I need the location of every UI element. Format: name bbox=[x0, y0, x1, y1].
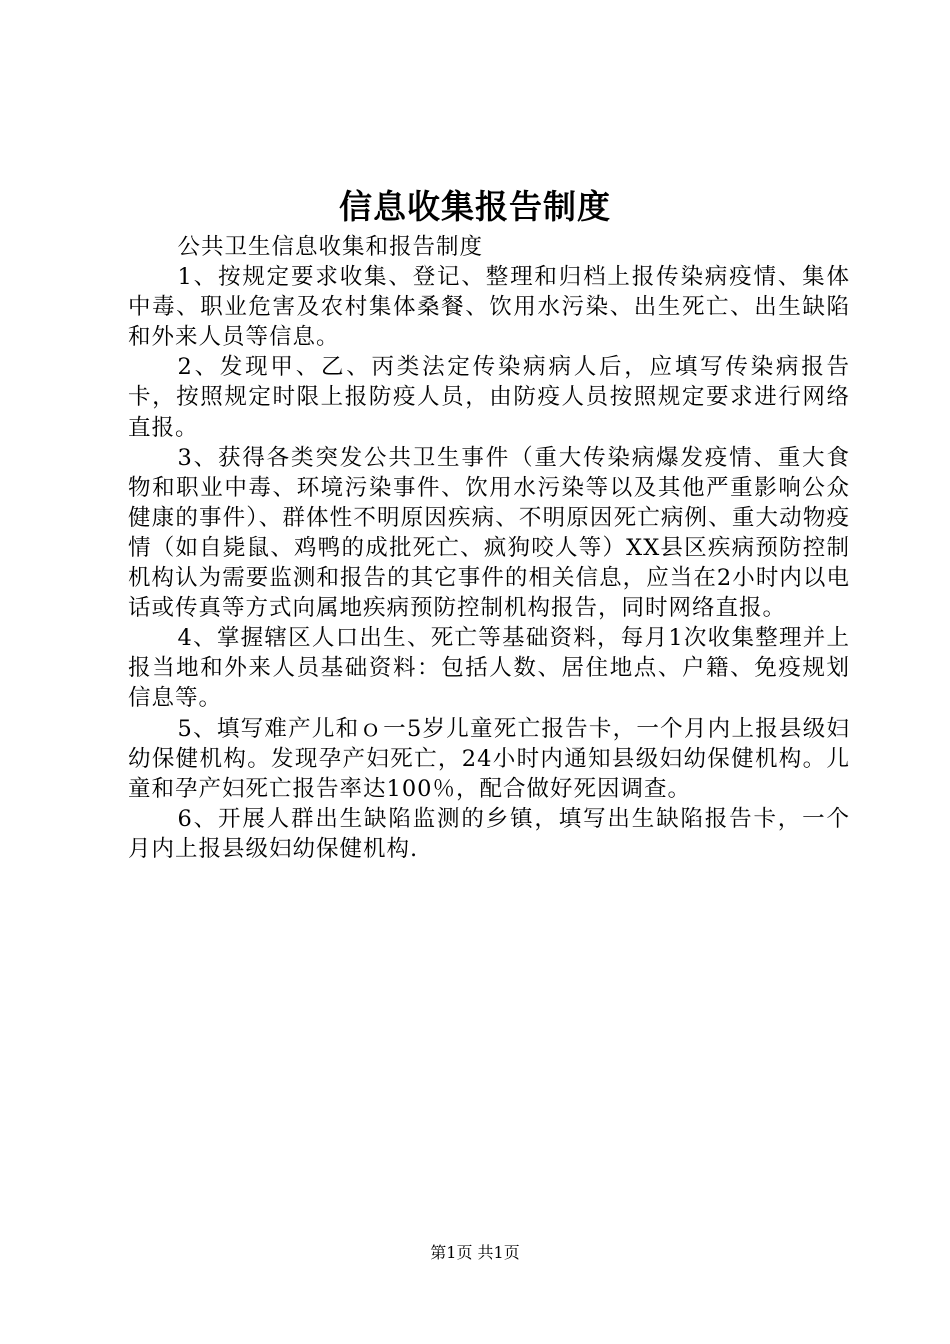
paragraph-3: 3、获得各类突发公共卫生事件（重大传染病爆发疫情、重大食物和职业中毒、环境污染事件、饮用水污染等以及其他严重影响公众健康的事件）、群体性不明原因疾病、不明原因死亡病例、重大动物疫情（如自毙鼠、鸡鸭的成批死亡、疯狗咬人等）XX县区疾病预防控制机构认为需要监测和报告的其它事件的相关信息，应当在2小时内以电话或传真等方式向属地疾病预防控制机构报告，同时网络直报。 bbox=[128, 444, 850, 622]
paragraph-1: 1、按规定要求收集、登记、整理和归档上报传染病疫情、集体中毒、职业危害及农村集体桑餐、饮用水污染、出生死亡、出生缺陷和外来人员等信息。 bbox=[128, 264, 850, 351]
paragraph-4: 4、掌握辖区人口出生、死亡等基础资料，每月1次收集整理并上报当地和外来人员基础资料：包括人数、居住地点、户籍、免疫规划信息等。 bbox=[128, 625, 850, 712]
page-title: 信息收集报告制度 bbox=[339, 187, 611, 226]
paragraph-2: 2、发现甲、乙、丙类法定传染病病人后，应填写传染病报告卡，按照规定时限上报防疫人员，由防疫人员按照规定要求进行网络直报。 bbox=[128, 354, 850, 441]
paragraph-6: 6、开展人群出生缺陷监测的乡镇，填写出生缺陷报告卡，一个月内上报县级妇幼保健机构. bbox=[128, 805, 850, 862]
subtitle-paragraph: 公共卫生信息收集和报告制度 bbox=[177, 234, 484, 260]
paragraph-5: 5、填写难产儿和ｏ一5岁儿童死亡报告卡，一个月内上报县级妇幼保健机构。发现孕产妇死亡，24小时内通知县级妇幼保健机构。儿童和孕产妇死亡报告率达100％，配合做好死因调查。 bbox=[128, 715, 850, 802]
page-footer: 第1页 共1页 bbox=[430, 1243, 520, 1262]
document-body bbox=[128, 232, 850, 864]
